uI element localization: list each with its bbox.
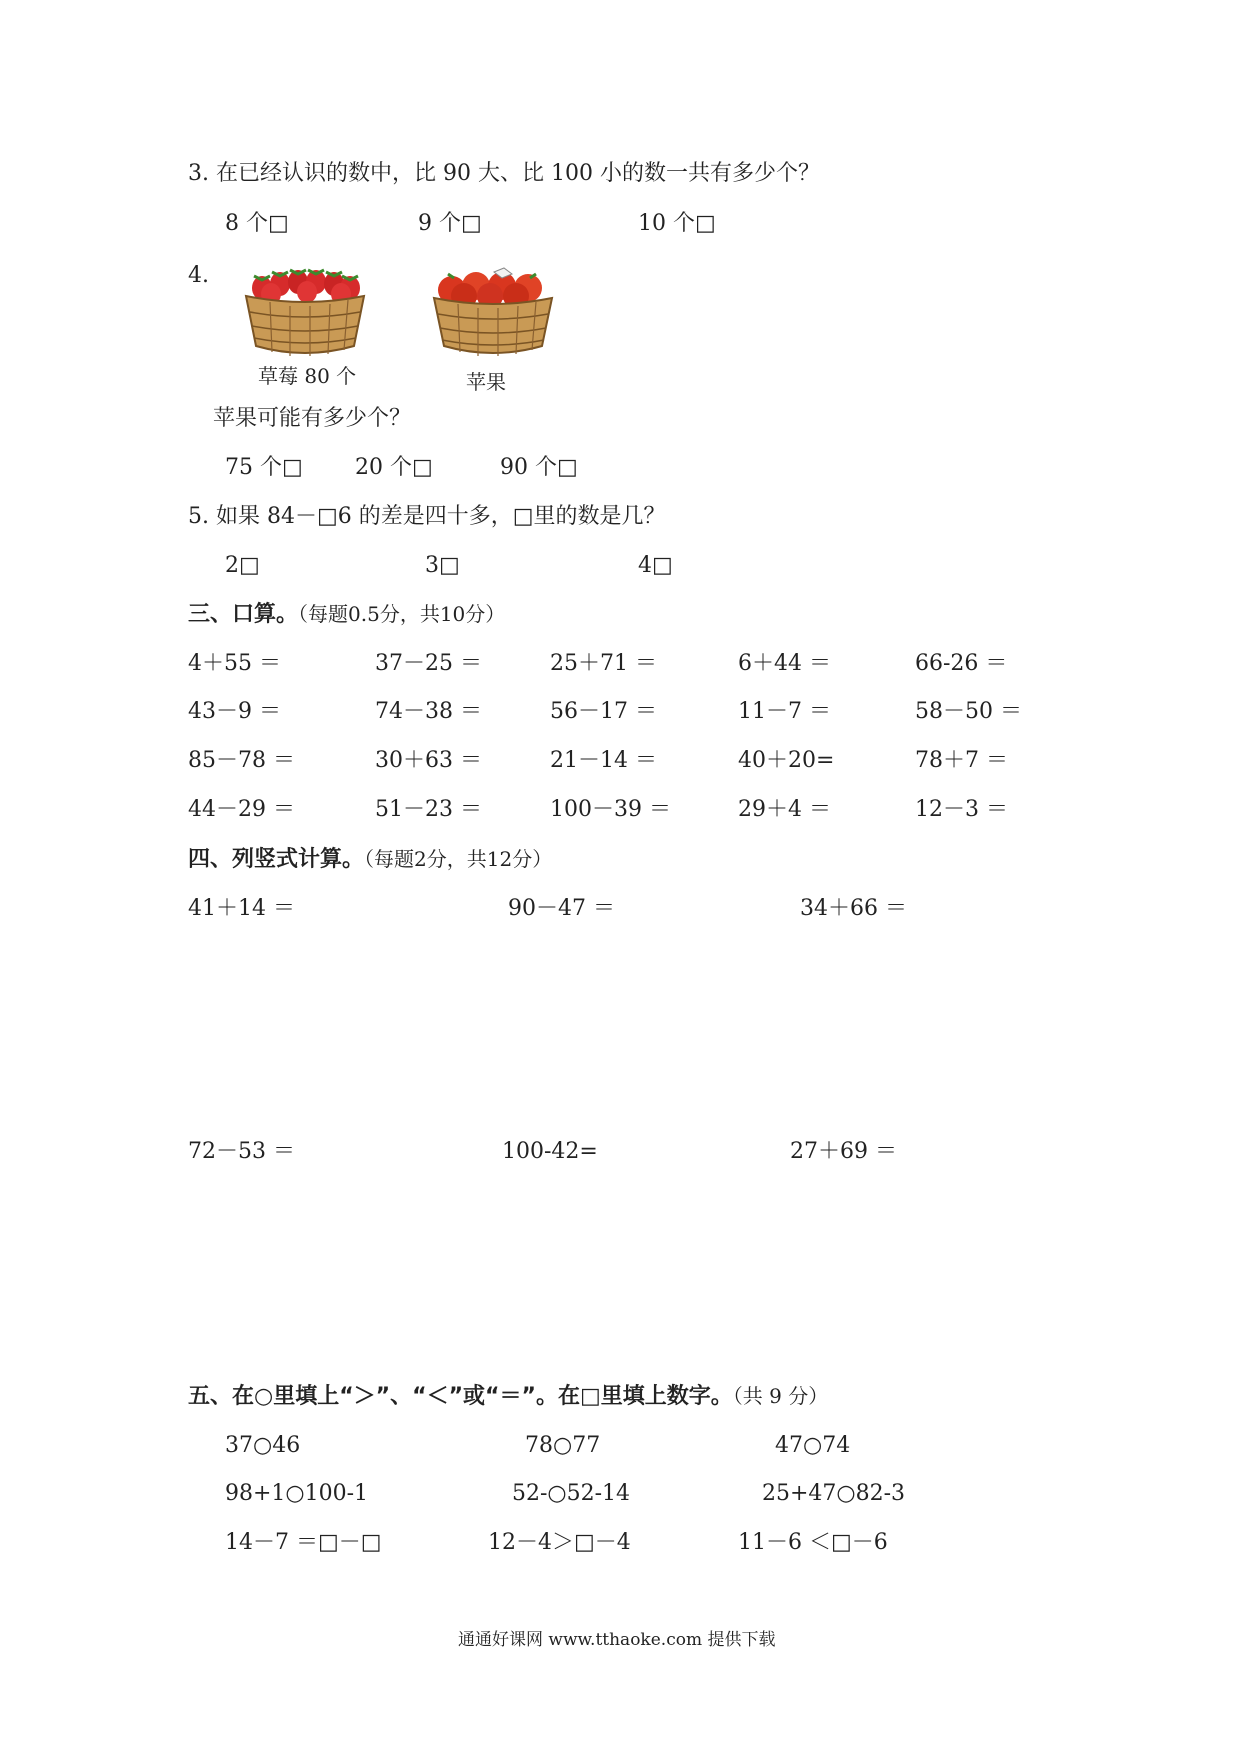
section4-note: （每题2分，共12分） — [364, 847, 553, 871]
q3-question: 3. 在已经认识的数中，比 90 大、比 100 小的数一共有多少个？ — [188, 161, 820, 186]
section5-heading — [188, 1382, 828, 1411]
section3-problem[interactable]: 51－23 ＝ — [375, 797, 482, 822]
section5-problem[interactable]: 52-○52-14 — [512, 1481, 631, 1506]
section3-title: 三、口算。 — [188, 602, 299, 627]
section3-problem[interactable]: 4＋55 ＝ — [188, 651, 281, 676]
section5-title: 五、在○里填上“＞”、“＜”或“＝”。在□里填上数字。 — [188, 1384, 733, 1409]
section3-heading — [188, 600, 505, 629]
section3-problem[interactable]: 29＋4 ＝ — [738, 797, 831, 822]
section3-problem[interactable]: 58－50 ＝ — [915, 699, 1022, 724]
section4-problem[interactable]: 27＋69 ＝ — [790, 1139, 897, 1164]
section5-problem[interactable]: 12－4＞□－4 — [488, 1530, 631, 1555]
section4-problem[interactable]: 90－47 ＝ — [508, 896, 615, 921]
section3-problem[interactable]: 11－7 ＝ — [738, 699, 831, 724]
q3-option-b[interactable]: 9 个□ — [418, 211, 482, 236]
section3-problem[interactable]: 74－38 ＝ — [375, 699, 482, 724]
section3-problem[interactable]: 85－78 ＝ — [188, 748, 295, 773]
apple-basket-image — [428, 262, 558, 358]
q4-option-a[interactable]: 75 个□ — [225, 455, 303, 480]
q3-option-c[interactable]: 10 个□ — [638, 211, 716, 236]
section3-problem[interactable]: 43－9 ＝ — [188, 699, 281, 724]
apple-caption: 苹果 — [466, 370, 506, 394]
q4-option-b[interactable]: 20 个□ — [355, 455, 433, 480]
page-footer: 通通好课网 www.tthaoke.com 提供下载 — [458, 1630, 776, 1650]
section5-problem[interactable]: 14－7 ＝□－□ — [225, 1530, 382, 1555]
section3-problem[interactable]: 56－17 ＝ — [550, 699, 657, 724]
section4-problem[interactable]: 34＋66 ＝ — [800, 896, 907, 921]
q4-option-c[interactable]: 90 个□ — [500, 455, 578, 480]
section3-problem[interactable]: 6＋44 ＝ — [738, 651, 831, 676]
section3-problem[interactable]: 44－29 ＝ — [188, 797, 295, 822]
q4-question: 苹果可能有多少个？ — [213, 406, 412, 431]
section3-problem[interactable]: 25＋71 ＝ — [550, 651, 657, 676]
section4-title: 四、列竖式计算。 — [188, 847, 365, 872]
section3-problem[interactable]: 30＋63 ＝ — [375, 748, 482, 773]
q3-option-a[interactable]: 8 个□ — [225, 211, 289, 236]
section3-note: （每题0.5分，共10分） — [298, 602, 506, 626]
section3-problem[interactable]: 78＋7 ＝ — [915, 748, 1008, 773]
strawberry-basket-image — [240, 262, 370, 358]
section3-problem[interactable]: 21－14 ＝ — [550, 748, 657, 773]
q5-option-b[interactable]: 3□ — [425, 553, 460, 578]
section3-problem[interactable]: 12－3 ＝ — [915, 797, 1008, 822]
section5-problem[interactable]: 25+47○82-3 — [762, 1481, 906, 1506]
section3-problem[interactable]: 66-26 ＝ — [915, 651, 1008, 676]
section4-problem[interactable]: 72－53 ＝ — [188, 1139, 295, 1164]
section5-note: （共 9 分） — [732, 1384, 829, 1408]
q5-question: 5. 如果 84－□6 的差是四十多，□里的数是几？ — [188, 504, 666, 529]
q4-number: 4. — [188, 263, 209, 288]
section5-problem[interactable]: 47○74 — [775, 1433, 851, 1458]
section4-problem[interactable]: 41＋14 ＝ — [188, 896, 295, 921]
section3-problem[interactable]: 100－39 ＝ — [550, 797, 671, 822]
section4-heading — [188, 845, 552, 874]
section5-problem[interactable]: 98+1○100-1 — [225, 1481, 369, 1506]
section4-problem[interactable]: 100-42= — [502, 1139, 598, 1164]
section5-problem[interactable]: 78○77 — [525, 1433, 601, 1458]
q5-option-a[interactable]: 2□ — [225, 553, 260, 578]
section5-problem[interactable]: 11－6 ＜□－6 — [738, 1530, 888, 1555]
strawberry-caption: 草莓 80 个 — [258, 364, 357, 388]
section3-problem[interactable]: 40＋20= — [738, 748, 835, 773]
section5-problem[interactable]: 37○46 — [225, 1433, 301, 1458]
section3-problem[interactable]: 37－25 ＝ — [375, 651, 482, 676]
q5-option-c[interactable]: 4□ — [638, 553, 673, 578]
